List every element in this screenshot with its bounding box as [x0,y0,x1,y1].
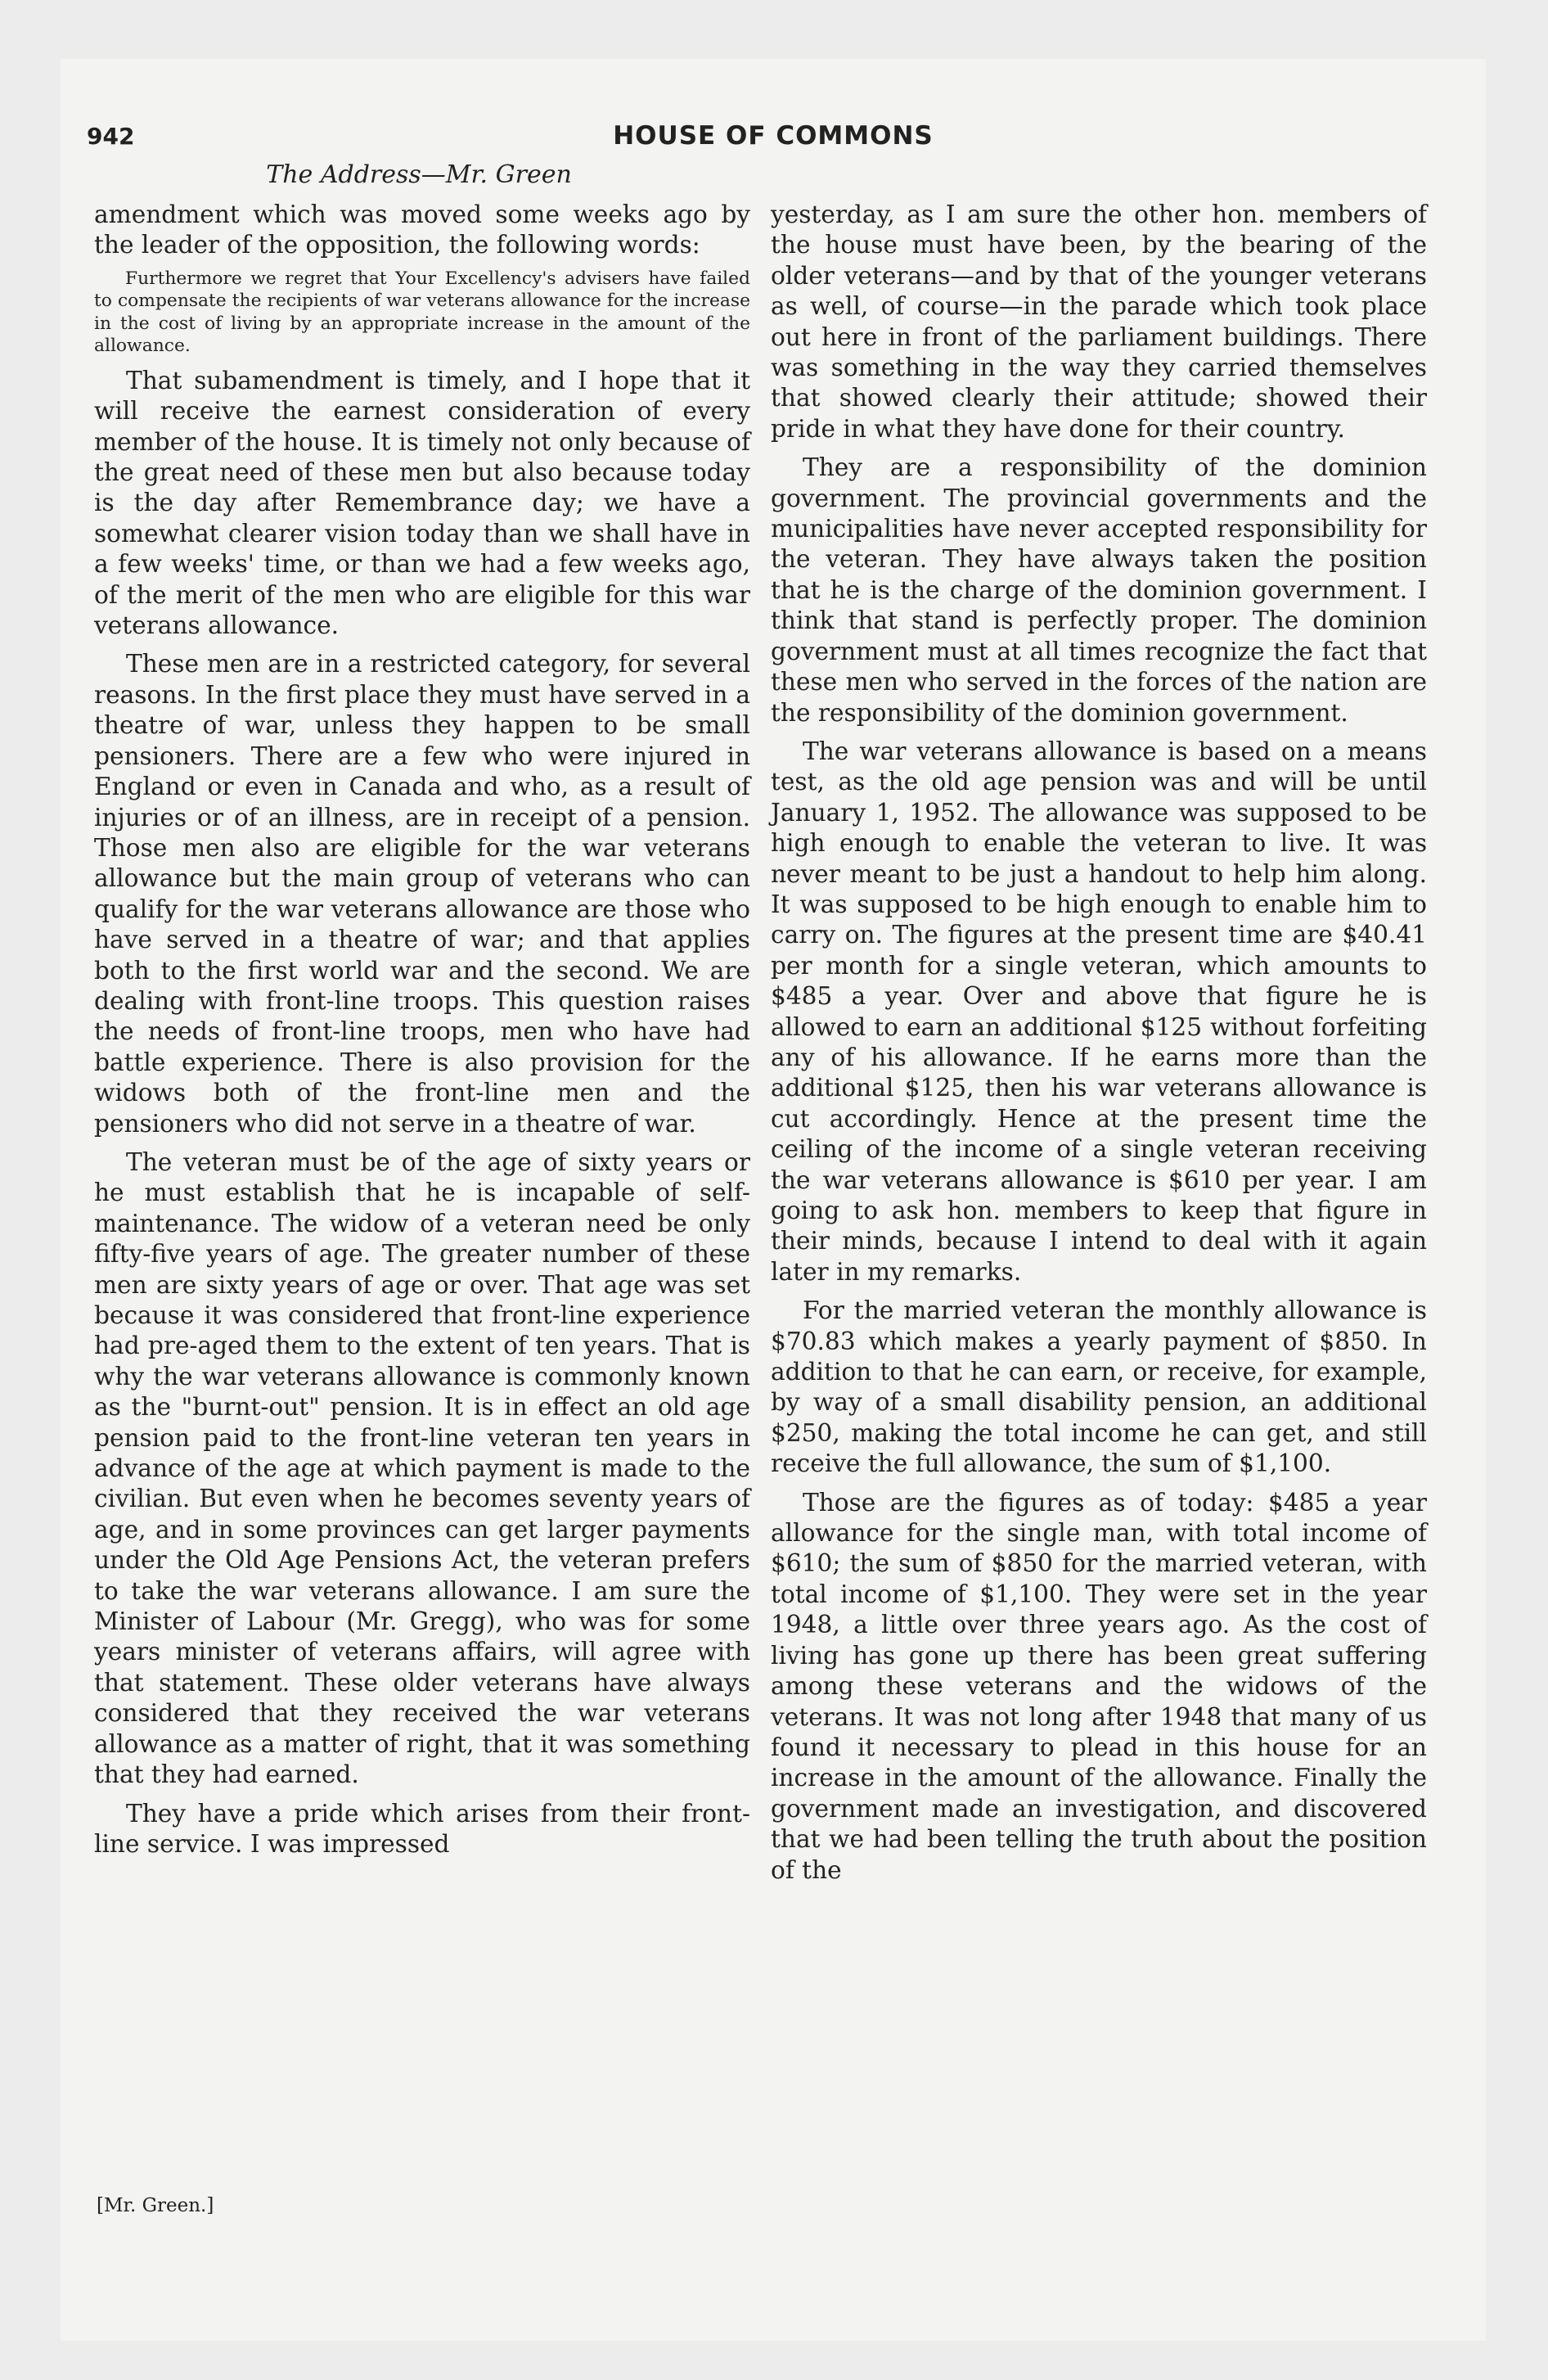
right-column [771,200,1427,1886]
paragraph: The veteran must be of the age of sixty years or he must establish that he is incapable of self-maintenance. The widow of a veteran need be only fifty-five years of age. The greater number of these men are sixty years of age or over. That age was set because it was considered that front-line experience had pre-aged them to the extent of ten years. That is why the war veterans allowance is commonly known as the "burnt-out" pension. It is in effect an old age pension paid to the front-line veteran ten years in advance of the age at which payment is made to the civilian. But even when he becomes seventy years of age, and in some provinces can get larger payments under the Old Age Pensions Act, the veteran prefers to take the war veterans allowance. I am sure the Minister of Labour (Mr. Gregg), who was for some years minister of veterans affairs, will agree with that statement. These older veterans have always considered that they received the war veterans allowance as a matter of right, that it was something that they had earned. [94,1147,750,1789]
paragraph: For the married veteran the monthly allowance is $70.83 which makes a yearly payment of $850. In addition to that he can earn, or receive, for example, by way of a small disability pension, an additional $250, making the total income he can get, and still receive the full allowance, the sum of $1,100. [771,1296,1427,1478]
section-subheading: The Address—Mr. Green [266,160,572,189]
document-page [61,59,1486,2341]
paragraph: amendment which was moved some weeks ago by the leader of the opposition, the following words: [94,201,750,259]
page-number: 942 [87,123,135,150]
paragraph: That subamendment is timely, and I hope that it will receive the earnest consideration of every member of the house. It is timely not only because of the great need of these men but also because today is the day after Remembrance day; we have a somewhat clearer vision today than we shall have in a few weeks' time, or than we had a few weeks ago, of the merit of the men who are eligible for this war veterans allowance. [94,366,750,640]
paragraph: The war veterans allowance is based on a means test, as the old age pension was and will be until January 1, 1952. The allowance was supposed to be high enough to enable the veteran to live. It was never meant to be just a handout to help him along. It was supposed to be high enough to enable him to carry on. The figures at the present time are $40.41 per month for a single veteran, which amounts to $485 a year. Over and above that figure he is allowed to earn an additional $125 without forfeiting any of his allowance. If he earns more than the additional $125, then his war veterans allowance is cut accordingly. Hence at the present time the ceiling of the income of a single veteran receiving the war veterans allowance is $610 per year. I am going to ask hon. members to keep that figure in their minds, because I intend to deal with it again later in my remarks. [771,737,1427,1286]
paragraph: Those are the figures as of today: $485 a year allowance for the single man, with total income of $610; the sum of $850 for the married veteran, with total income of $1,100. They were set in the year 1948, a little over three years ago. As the cost of living has gone up there has been great suffering among these veterans and the widows of the veterans. It was not long after 1948 that many of us found it necessary to plead in this house for an increase in the amount of the allowance. Finally the government made an investigation, and discovered that we had been telling the truth about the position of the [771,1488,1427,1884]
running-title: HOUSE OF COMMONS [613,121,934,151]
paragraph: They are a responsibility of the dominion government. The provincial governments and the municipalities have never accepted responsibility for the veteran. They have always taken the position that he is the charge of the dominion government. I think that stand is perfectly proper. The dominion government must at all times recognize the fact that these men who served in the forces of the nation are the responsibility of the dominion government. [771,453,1427,727]
paragraph: These men are in a restricted category, for several reasons. In the first place they must have served in a theatre of war, unless they happen to be small pensioners. There are a few who were injured in England or even in Canada and who, as a result of injuries or of an illness, are in receipt of a pension. Those men also are eligible for the war veterans allowance but the main group of veterans who can qualify for the war veterans allowance are those who have served in a theatre of war; and that applies both to the first world war and the second. We are dealing with front-line troops. This question raises the needs of front-line troops, men who have had battle experience. There is also provision for the widows both of the front-line men and the pensioners who did not serve in a theatre of war. [94,650,750,1138]
paragraph: yesterday, as I am sure the other hon. members of the house must have been, by the bearing of the older veterans—and by that of the younger veterans as well, of course—in the parade which took place out here in front of the parliament buildings. There was something in the way they carried themselves that showed clearly their attitude; showed their pride in what they have done for their country. [771,201,1427,443]
left-column [94,200,750,1859]
speaker-note: [Mr. Green.] [97,2195,214,2216]
paragraph: They have a pride which arises from their front-line service. I was impressed [94,1799,750,1858]
quoted-subamendment: Furthermore we regret that Your Excellency's advisers have failed to compensate the recipients of war veterans allowance for the increase in the cost of living by an appropriate increase in the amount of the allowance. [94,268,750,357]
